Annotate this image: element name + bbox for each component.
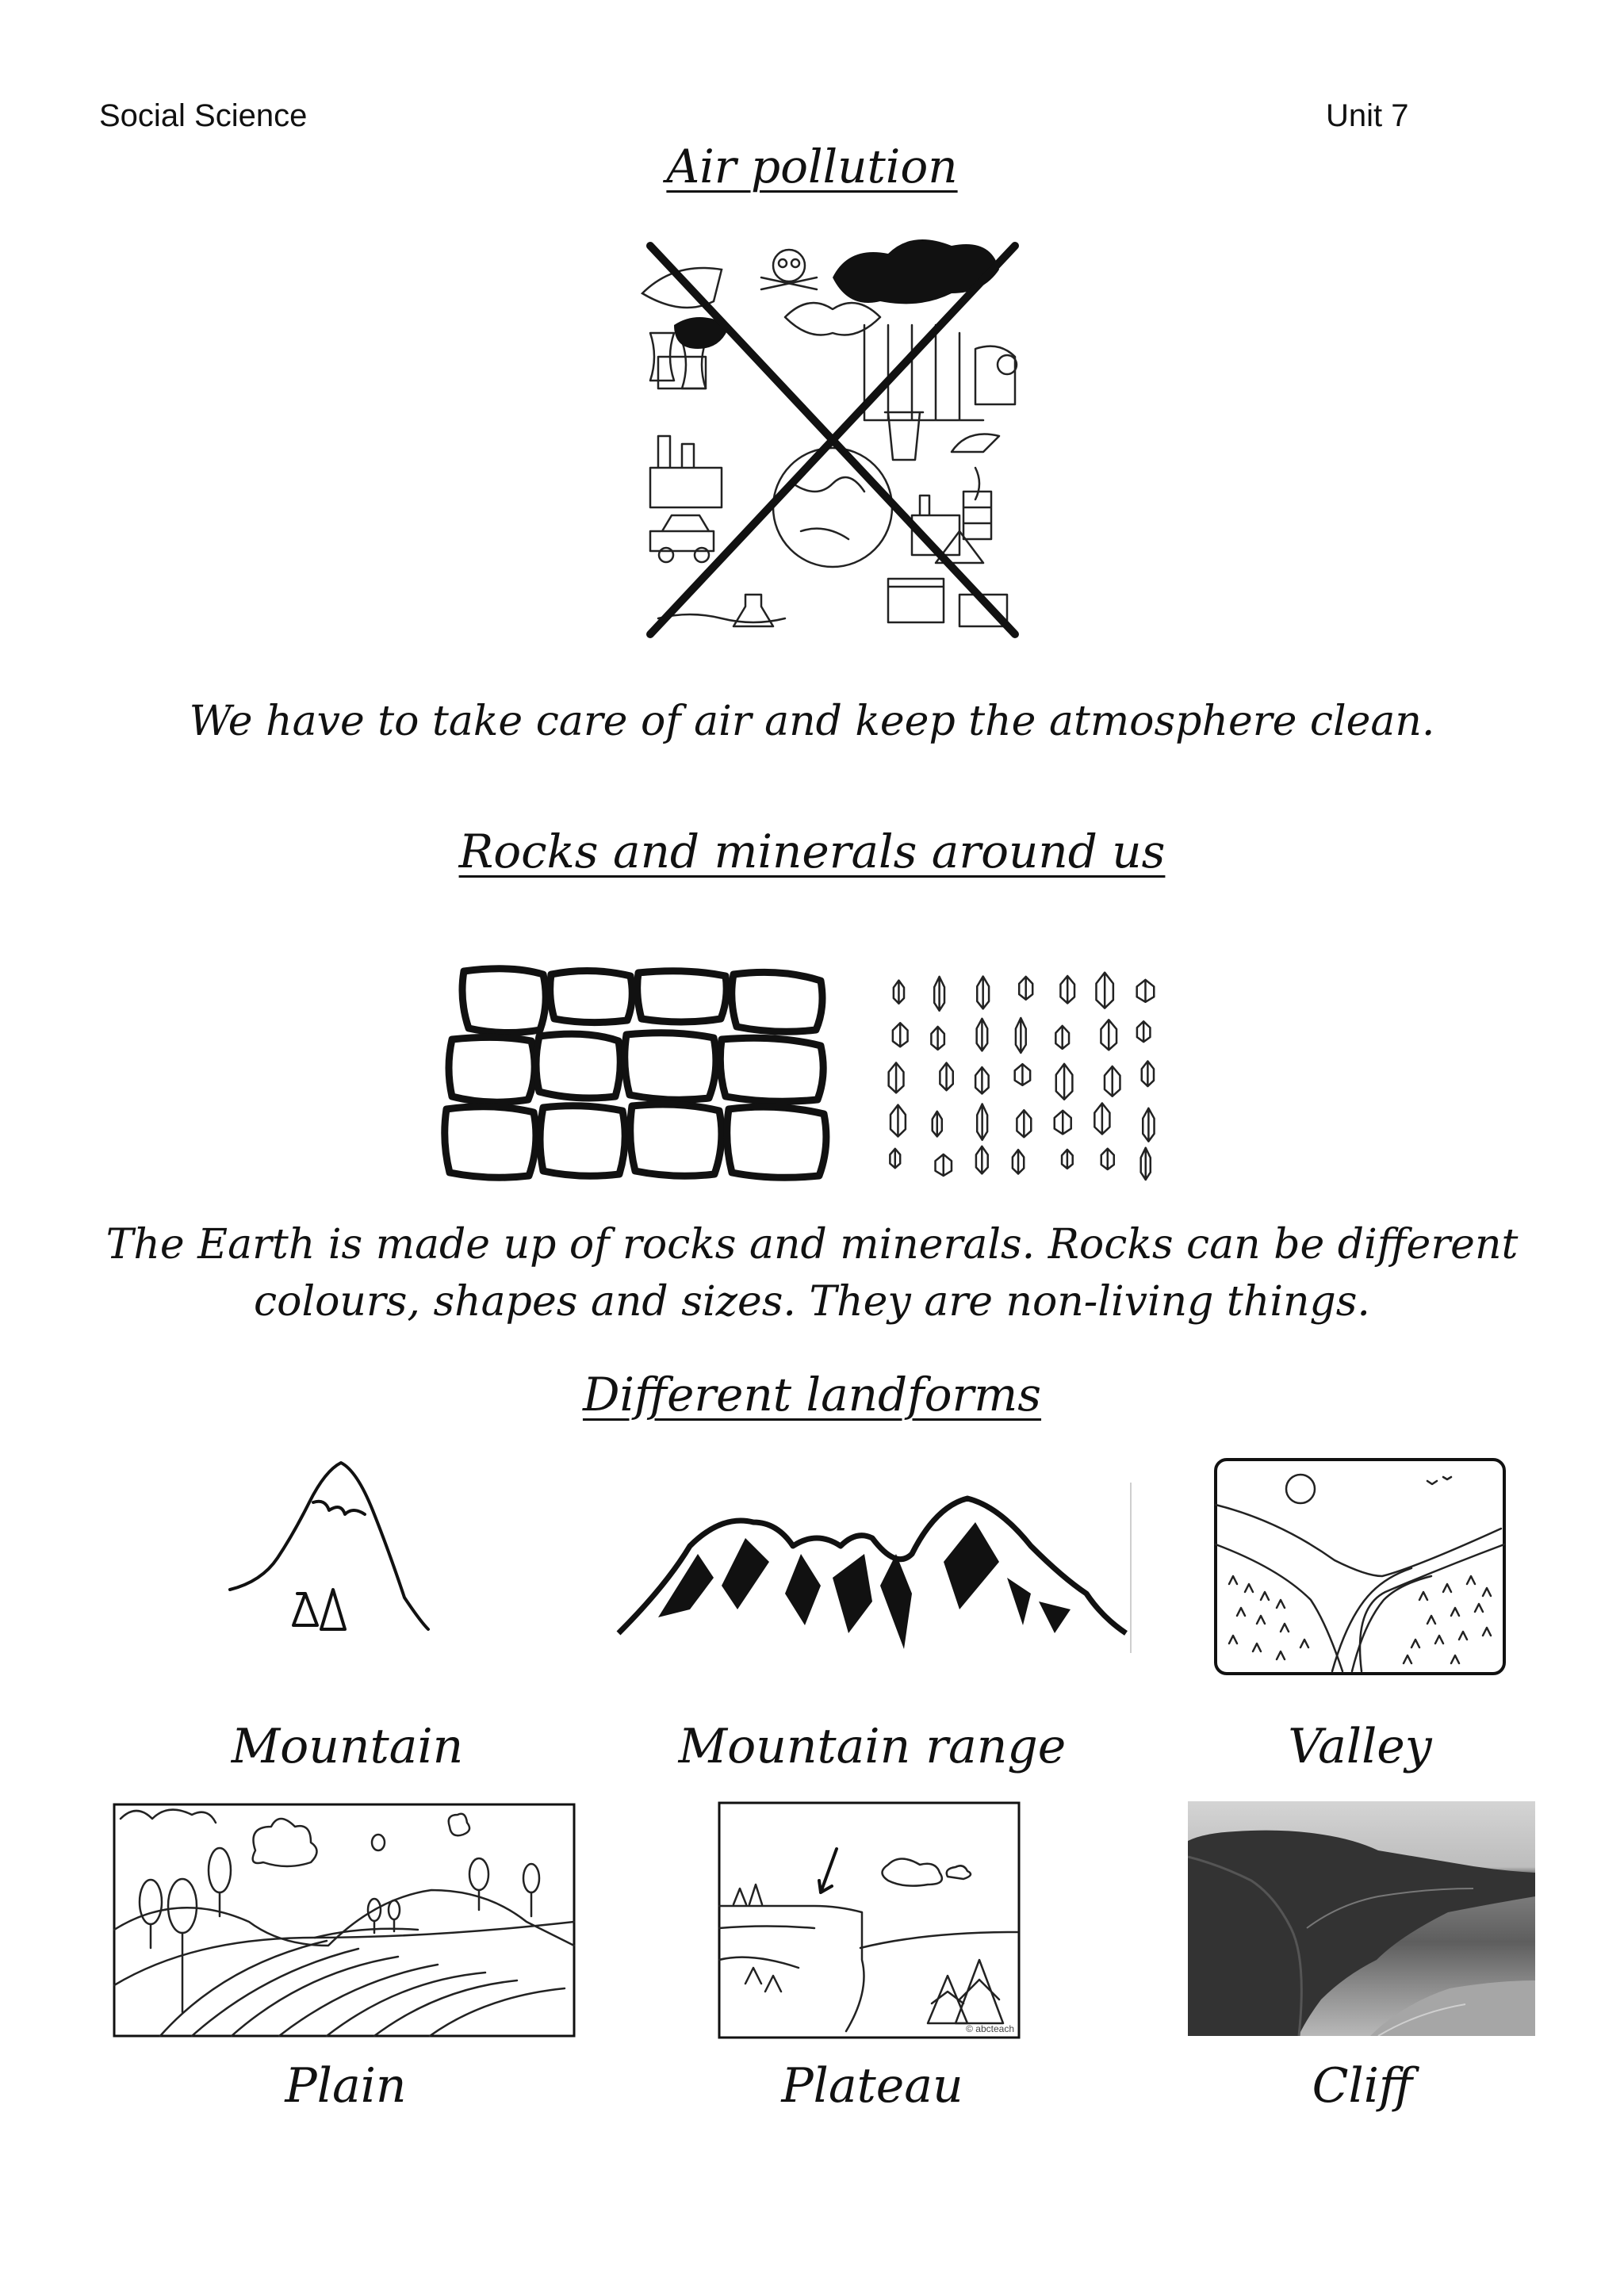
plateau-icon xyxy=(718,1801,1021,2039)
pollution-collage-crossed-icon xyxy=(626,230,1039,642)
valley-icon xyxy=(1213,1457,1507,1676)
mountain-icon xyxy=(222,1451,476,1673)
label-mountain: Mountain xyxy=(231,1719,464,1774)
unit-label: Unit 7 xyxy=(1326,98,1409,133)
label-valley: Valley xyxy=(1288,1719,1432,1774)
label-plain: Plain xyxy=(285,2058,407,2114)
subject-label: Social Science xyxy=(99,98,308,133)
air-pollution-title: Air pollution xyxy=(666,140,958,193)
divider-line xyxy=(1130,1483,1132,1653)
landforms-title: Different landforms xyxy=(582,1368,1042,1422)
stone-wall-icon xyxy=(440,963,837,1185)
label-mountain-range: Mountain range xyxy=(678,1719,1067,1774)
label-plateau: Plateau xyxy=(781,2058,963,2114)
plain-icon xyxy=(113,1803,576,2038)
label-cliff: Cliff xyxy=(1312,2058,1413,2114)
cliff-photo-icon xyxy=(1188,1801,1535,2036)
crystals-icon xyxy=(872,959,1174,1189)
mountain-range-icon xyxy=(611,1490,1134,1649)
rocks-text-line-1: The Earth is made up of rocks and minerals. Rocks can be different xyxy=(105,1221,1519,1269)
image-credit: © abcteach xyxy=(966,2023,1014,2034)
rocks-text-line-2: colours, shapes and sizes. They are non-living things. xyxy=(254,1278,1370,1326)
air-pollution-text: We have to take care of air and keep the atmosphere clean. xyxy=(189,698,1435,745)
rocks-title: Rocks and minerals around us xyxy=(458,825,1166,878)
